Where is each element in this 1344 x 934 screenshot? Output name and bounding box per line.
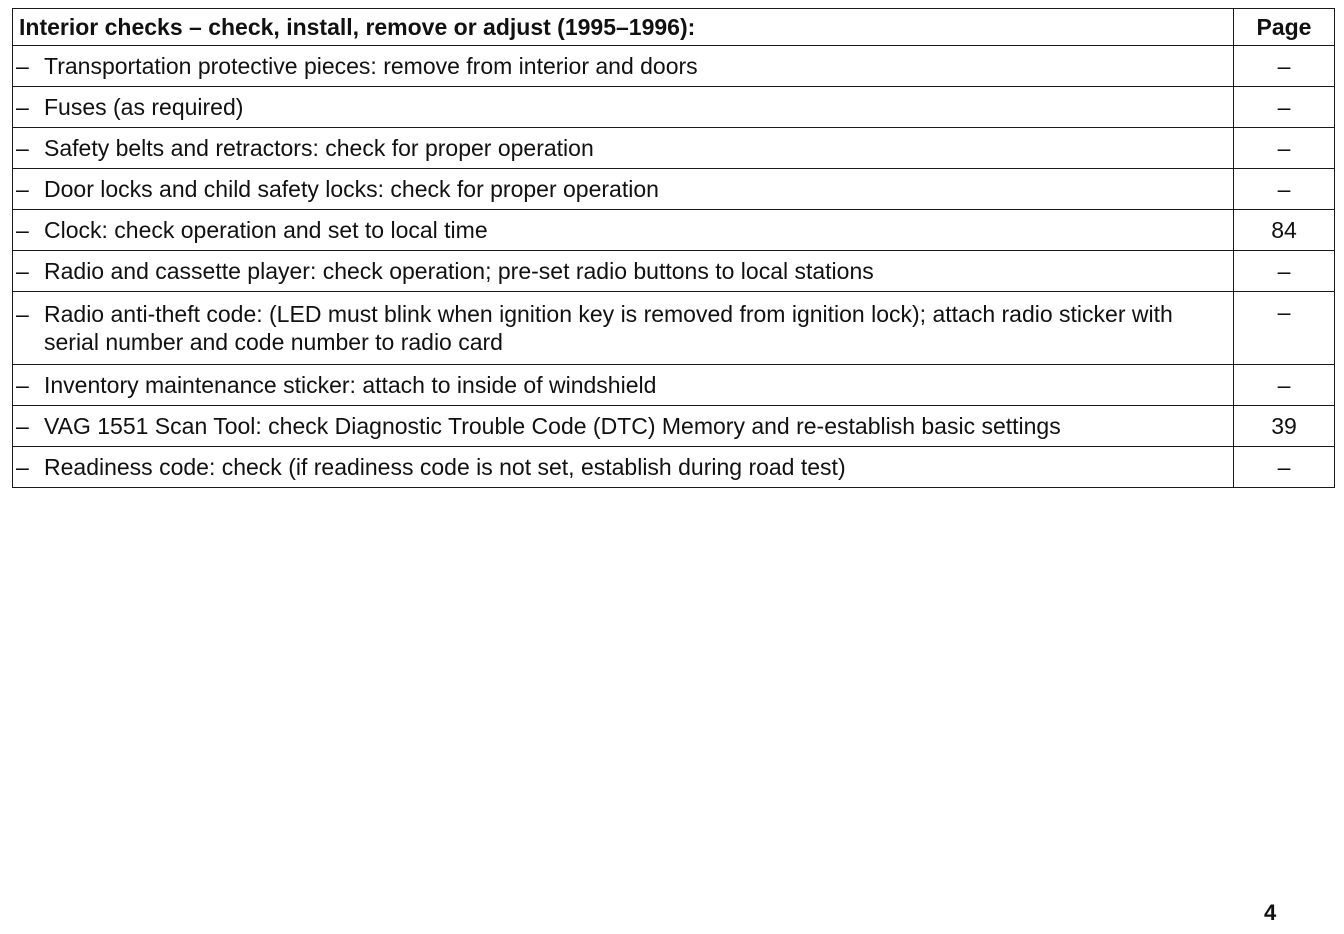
interior-checks-table bbox=[12, 8, 1335, 488]
table-row bbox=[13, 292, 1335, 365]
item-dash: – bbox=[16, 301, 29, 327]
item-text: Door locks and child safety locks: check for proper operation bbox=[44, 176, 659, 202]
item-dash: – bbox=[16, 135, 29, 161]
page-cell: – bbox=[1234, 169, 1335, 210]
page-cell: 39 bbox=[1234, 406, 1335, 447]
item-cell bbox=[13, 128, 1234, 169]
item-cell bbox=[13, 210, 1234, 251]
item-dash: – bbox=[16, 217, 29, 243]
item-cell bbox=[13, 292, 1234, 365]
table-row bbox=[13, 128, 1335, 169]
table-row bbox=[13, 46, 1335, 87]
item-text: Radio anti-theft code: (LED must blink when ignition key is removed from ignition lock); attach radio sticker with serial number and code number to radio card bbox=[44, 301, 1173, 355]
item-dash: – bbox=[16, 176, 29, 202]
item-text: Transportation protective pieces: remove from interior and doors bbox=[44, 53, 698, 79]
page-cell: – bbox=[1234, 365, 1335, 406]
table-row bbox=[13, 169, 1335, 210]
page-number: 4 bbox=[1264, 900, 1277, 925]
table-row bbox=[13, 87, 1335, 128]
item-dash: – bbox=[16, 413, 29, 439]
item-dash: – bbox=[16, 53, 29, 79]
item-dash: – bbox=[16, 372, 29, 398]
table-row bbox=[13, 447, 1335, 488]
page-cell: – bbox=[1234, 87, 1335, 128]
table-row bbox=[13, 406, 1335, 447]
item-text: VAG 1551 Scan Tool: check Diagnostic Trouble Code (DTC) Memory and re-establish basic settings bbox=[44, 413, 1061, 439]
item-cell bbox=[13, 406, 1234, 447]
page-cell: – bbox=[1234, 447, 1335, 488]
page-cell: – bbox=[1234, 251, 1335, 292]
item-text: Radio and cassette player: check operation; pre-set radio buttons to local stations bbox=[44, 258, 874, 284]
item-text: Safety belts and retractors: check for proper operation bbox=[44, 135, 594, 161]
table-row bbox=[13, 251, 1335, 292]
item-dash: – bbox=[16, 258, 29, 284]
page-cell: – bbox=[1234, 292, 1335, 365]
item-cell bbox=[13, 169, 1234, 210]
item-cell bbox=[13, 251, 1234, 292]
item-text: Fuses (as required) bbox=[44, 94, 244, 120]
item-text: Clock: check operation and set to local time bbox=[44, 217, 488, 243]
item-text: Readiness code: check (if readiness code is not set, establish during road test) bbox=[44, 454, 846, 480]
item-cell bbox=[13, 87, 1234, 128]
item-text: Inventory maintenance sticker: attach to inside of windshield bbox=[44, 372, 657, 398]
item-cell bbox=[13, 46, 1234, 87]
page-cell: – bbox=[1234, 128, 1335, 169]
item-dash: – bbox=[16, 454, 29, 480]
item-dash: – bbox=[16, 94, 29, 120]
page-cell: 84 bbox=[1234, 210, 1335, 251]
item-cell bbox=[13, 447, 1234, 488]
item-cell bbox=[13, 365, 1234, 406]
table-header-row bbox=[13, 9, 1335, 46]
table-row bbox=[13, 210, 1335, 251]
table-title: Interior checks – check, install, remove or adjust (1995–1996): bbox=[13, 9, 1234, 46]
page-column-header: Page bbox=[1234, 9, 1335, 46]
page-cell: – bbox=[1234, 46, 1335, 87]
table-row bbox=[13, 365, 1335, 406]
